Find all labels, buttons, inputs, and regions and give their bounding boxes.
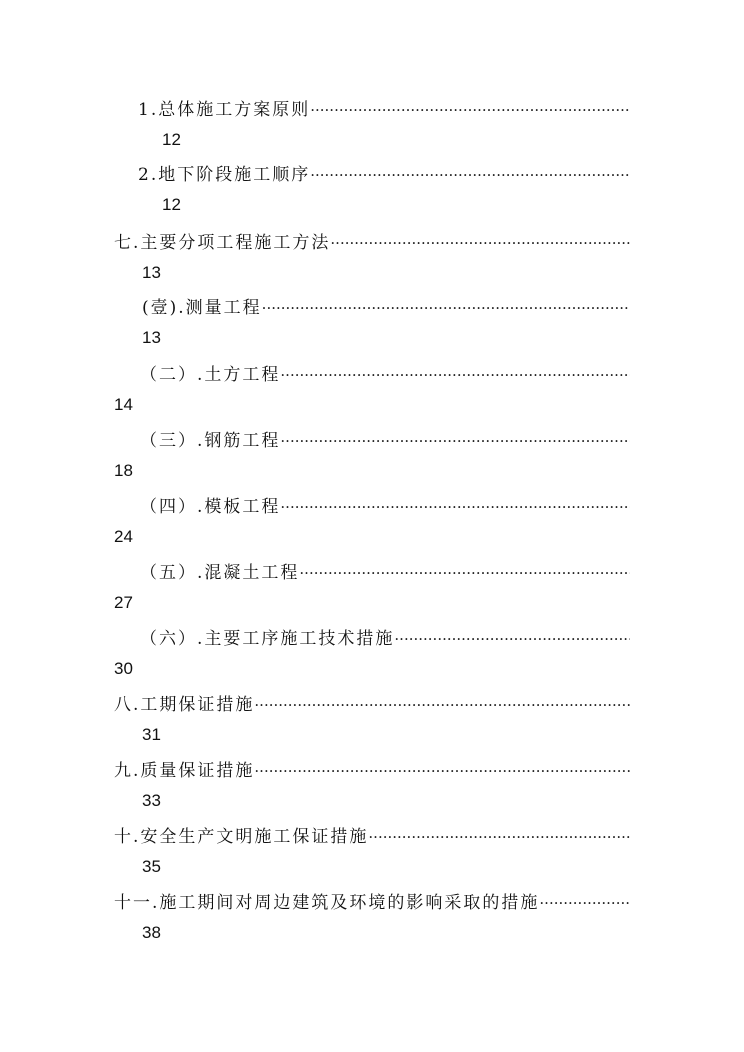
toc-page-number: 27 <box>114 593 133 612</box>
toc-entry-line <box>114 756 630 782</box>
toc-entry[interactable] <box>0 426 744 496</box>
dot-leader <box>254 762 630 780</box>
dot-leader <box>254 696 630 714</box>
toc-entry[interactable] <box>0 690 744 760</box>
toc-page-number: 13 <box>142 328 161 347</box>
dot-leader <box>368 828 630 846</box>
dot-leader <box>280 366 630 384</box>
toc-entry-title: （四）.模板工程 <box>140 497 281 517</box>
toc-entry[interactable] <box>0 756 744 826</box>
toc-entry-title: （六）.主要工序施工技术措施 <box>140 629 395 649</box>
toc-entry-line <box>140 624 630 650</box>
toc-page-number: 24 <box>114 527 133 546</box>
toc-entry-title: 八.工期保证措施 <box>114 695 255 715</box>
dot-leader <box>310 166 630 184</box>
toc-page-number: 12 <box>162 130 181 149</box>
toc-entry-title: 1.总体施工方案原则 <box>138 100 311 120</box>
toc-entry-line <box>114 888 630 914</box>
toc-page-number: 18 <box>114 461 133 480</box>
toc-page-number: 30 <box>114 659 133 678</box>
dot-leader <box>330 234 630 252</box>
toc-entry-line <box>140 426 630 452</box>
toc-page-number: 33 <box>142 791 161 810</box>
toc-entry-title: （五）.混凝土工程 <box>140 563 300 583</box>
toc-entry-title: 十.安全生产文明施工保证措施 <box>114 827 369 847</box>
toc-page-number: 13 <box>142 263 161 282</box>
toc-entry-title: （三）.钢筋工程 <box>140 431 281 451</box>
toc-entry-title: （二）.土方工程 <box>140 365 281 385</box>
toc-entry[interactable] <box>0 160 744 230</box>
toc-entry[interactable] <box>0 492 744 562</box>
toc-entry[interactable] <box>0 228 744 298</box>
toc-entry-line <box>114 822 630 848</box>
toc-page-number: 35 <box>142 857 161 876</box>
toc-entry[interactable] <box>0 624 744 694</box>
toc-page-number: 14 <box>114 395 133 414</box>
dot-leader <box>310 101 630 119</box>
toc-page-number: 38 <box>142 923 161 942</box>
dot-leader <box>394 630 630 648</box>
toc-entry-title: (壹).测量工程 <box>142 298 262 318</box>
toc-entry-line <box>138 95 630 121</box>
toc-entry-title: 七.主要分项工程施工方法 <box>114 233 331 253</box>
toc-entry[interactable] <box>0 558 744 628</box>
dot-leader <box>299 564 630 582</box>
toc-entry[interactable] <box>0 360 744 430</box>
toc-entry-line <box>114 228 630 254</box>
toc-entry-line <box>114 690 630 716</box>
toc-entry-line <box>138 160 630 186</box>
dot-leader <box>280 498 630 516</box>
toc-entry[interactable] <box>0 888 744 958</box>
toc-entry[interactable] <box>0 95 744 165</box>
toc-entry-title: 十一.施工期间对周边建筑及环境的影响采取的措施 <box>114 893 540 913</box>
dot-leader <box>262 299 630 317</box>
toc-entry-title: 2.地下阶段施工顺序 <box>138 165 311 185</box>
dot-leader <box>280 432 630 450</box>
toc-page-number: 31 <box>142 725 161 744</box>
toc-entry-line <box>142 293 630 319</box>
toc-page-number: 12 <box>162 195 181 214</box>
toc-entry-line <box>140 360 630 386</box>
toc-entry-line <box>140 558 630 584</box>
toc-entry[interactable] <box>0 293 744 363</box>
dot-leader <box>539 894 630 912</box>
toc-entry[interactable] <box>0 822 744 892</box>
toc-entry-title: 九.质量保证措施 <box>114 761 255 781</box>
toc-entry-line <box>140 492 630 518</box>
